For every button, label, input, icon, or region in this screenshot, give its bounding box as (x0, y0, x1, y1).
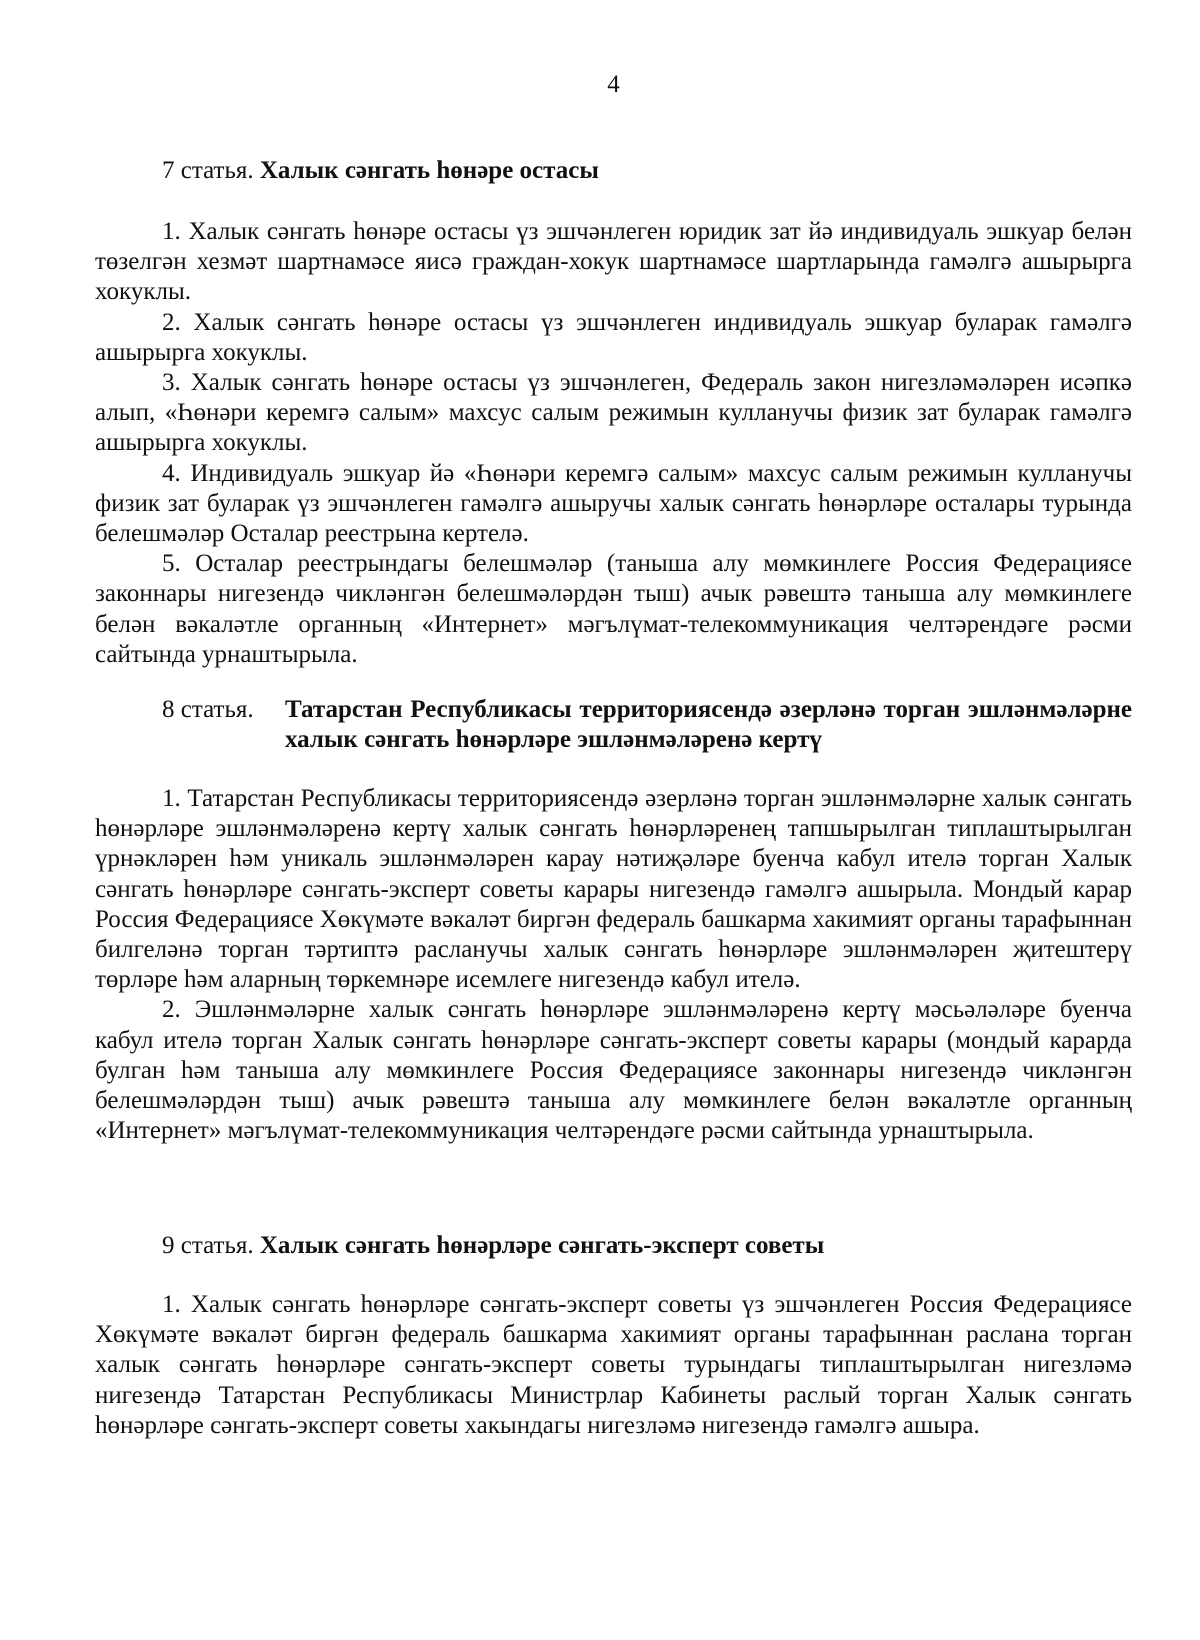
article-7-paragraph-2: 2. Халык сәнгать һөнәре остасы үз эшчәнлеген индивидуаль эшкуар буларак гамәлгә ашырырга хокуклы. (95, 308, 1132, 366)
article-7-paragraph-4: 4. Индивидуаль эшкуар йә «Һөнәри керемгә салым» махсус салым режимын кулланучы физик зат буларак үз эшчәнлеген гамәлгә ашыручы халык сәнгать һөнәрләре осталары турында белешмәләр Осталар реестрына кертелә. (95, 459, 1132, 548)
article-7-paragraph-3: 3. Халык сәнгать һөнәре остасы үз эшчәнлеген, Федераль закон нигезләмәләрен исәпкә алып, «Һөнәри керемгә салым» махсус салым режимын кулланучы физик зат буларак гамәлгә ашырырга хокуклы. (95, 369, 1132, 457)
article-9 (95, 1230, 1132, 1261)
article-8-title: Татарстан Республикасы территориясендә әзерләнә торган эшләнмәләрне халык сәнгать һөнәрләре эшләнмәләренә кертү (285, 696, 1132, 753)
article-8-number: 8 статья. (162, 696, 254, 723)
article-9-paragraph-1: 1. Халык сәнгать һөнәрләре сәнгать-эксперт советы үз эшчәнлеген Россия Федерациясе Хөкүмәте вәкаләт биргән федераль башкарма хакимият органы тарафыннан раслана торган халык сәнгать һөнәрләре сәнгать-эксперт советы турындагы типлаштырылган нигезләмә нигезендә Татарстан Республикасы Министрлар Кабинеты раслый торган Халык сәнгать һөнәрләре сәнгать-эксперт советы хакындагы нигезләмә нигезендә гамәлгә ашыра. (95, 1291, 1132, 1439)
article-9-body (95, 1290, 1132, 1441)
article-7-title: Халык сәнгать һөнәре остасы (259, 157, 599, 184)
article-9-number: 9 статья. (162, 1232, 254, 1259)
article-8-body (95, 784, 1132, 1146)
article-7-body (95, 217, 1132, 670)
page-number: 4 (607, 71, 620, 98)
article-8 (95, 695, 1132, 755)
article-9-heading (95, 1230, 1132, 1261)
article-8-heading (95, 695, 1132, 755)
article-8-paragraph-1: 1. Татарстан Республикасы территориясендә әзерләнә торган эшләнмәләрне халык сәнгать һөнәрләре эшләнмәләренә кертү халык сәнгать һөнәрләренең тапшырылган типлаштырылган үрнәкләрен һәм уникаль эшләнмәләрен карау нәтиҗәләре буенча кабул ителә торган Халык сәнгать һөнәрләре сәнгать-эксперт советы карары нигезендә гамәлгә ашырыла. Мондый карар Россия Федерациясе Хөкүмәте вәкаләт биргән федераль башкарма хакимият органы тарафыннан билгеләнә торган тәртиптә расланучы халык сәнгать һөнәрләре эшләнмәләрен җитештерү төрләре һәм аларның төркемнәре исемлеге нигезендә кабул ителә. (95, 785, 1132, 994)
article-7-paragraph-5: 5. Осталар реестрындагы белешмәләр (таныша алу мөмкинлеге Россия Федерациясе законнары нигезендә чикләнгән белешмәләрдән тыш) ачык рәвештә таныша алу мөмкинлеге белән вәкаләтле органның «Интернет» мәгълүмат-телекоммуникация челтәрендәге рәсми сайтында урнаштырыла. (95, 550, 1132, 668)
article-7 (95, 155, 1132, 186)
article-7-paragraph-1: 1. Халык сәнгать һөнәре остасы үз эшчәнлеген юридик зат йә индивидуаль эшкуар белән төзелгән хезмәт шартнамәсе яисә граждан-хокук шартнамәсе шартларында гамәлгә ашырырга хокуклы. (95, 218, 1132, 306)
article-7-number: 7 статья. (162, 157, 254, 184)
article-9-title: Халык сәнгать һөнәрләре сәнгать-эксперт советы (259, 1232, 825, 1259)
article-7-heading (95, 155, 1132, 186)
article-8-paragraph-2: 2. Эшләнмәләрне халык сәнгать һөнәрләре эшләнмәләренә кертү мәсьәләләре буенча кабул ителә торган Халык сәнгать һөнәрләре сәнгать-эксперт советы карары (мондый карарда булган һәм таныша алу мөмкинлеге Россия Федерациясе законнары нигезендә чикләнгән белешмәләрдән тыш) ачык рәвештә таныша алу мөмкинлеге белән вәкаләтле органның «Интернет» мәгълүмат-телекоммуникация челтәрендәге рәсми сайтында урнаштырыла. (95, 996, 1132, 1145)
